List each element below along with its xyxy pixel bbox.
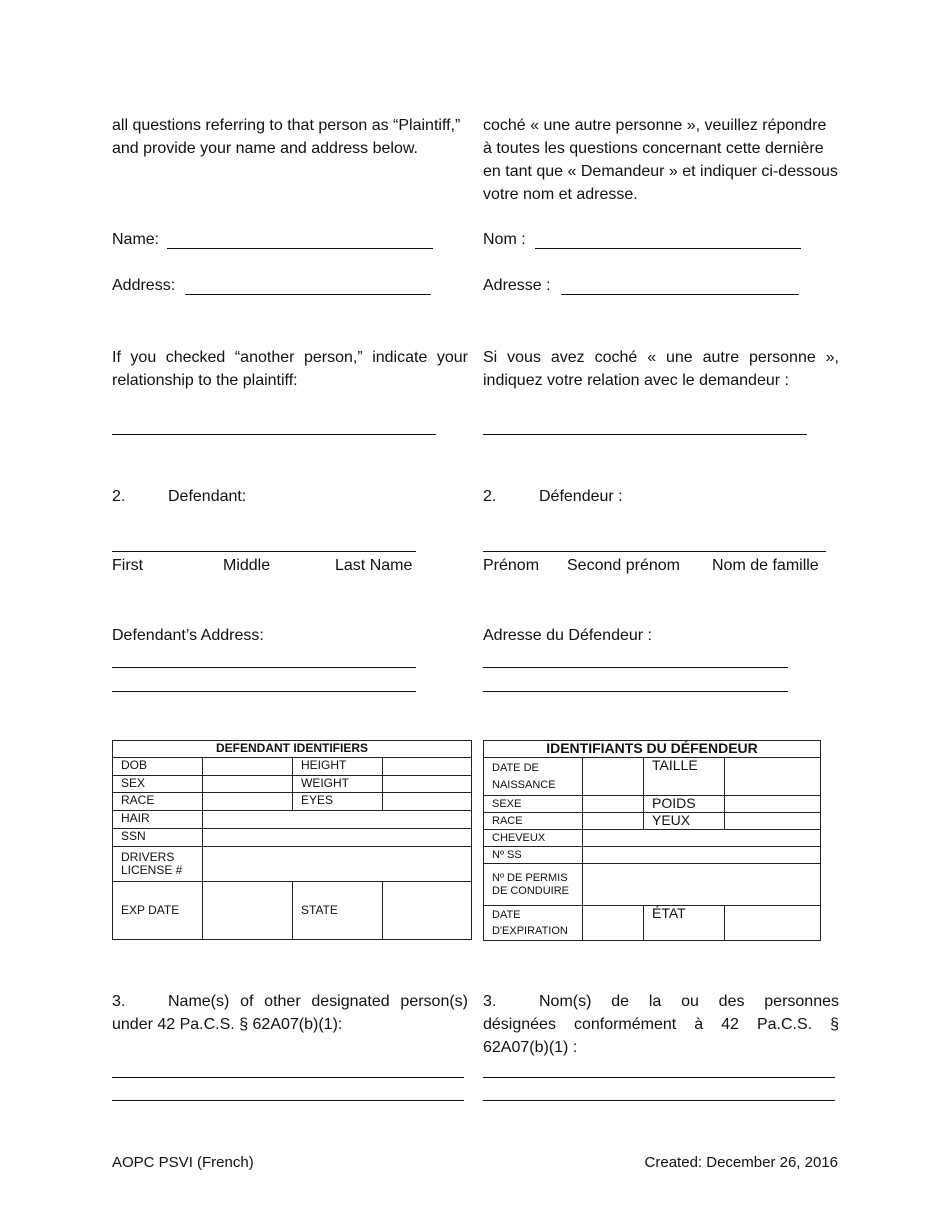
sex-label-fr: SEXE bbox=[484, 796, 583, 813]
eyes-label-en: EYES bbox=[293, 793, 383, 811]
license-cell-fr[interactable] bbox=[583, 864, 821, 906]
section2-number-en: 2. bbox=[112, 488, 126, 505]
other-persons-line2-fr[interactable] bbox=[483, 1100, 835, 1101]
relationship-text-en: If you checked “another person,” indicate your relationship to the plaintiff: bbox=[112, 349, 468, 389]
defendant-identifiers-table-fr bbox=[483, 740, 821, 941]
eyes-label-fr: YEUX bbox=[644, 813, 725, 830]
eyes-cell-fr[interactable] bbox=[725, 813, 821, 830]
defendant-address-label-fr: Adresse du Défendeur : bbox=[483, 627, 652, 644]
section3-body-fr: Nom(s) de la ou des personnes désignées conformément à 42 Pa.C.S. § 62A07(b)(1) : bbox=[483, 993, 839, 1056]
race-label-en: RACE bbox=[113, 793, 203, 811]
relationship-field-en[interactable] bbox=[112, 434, 436, 435]
ssn-label-en: SSN bbox=[113, 829, 203, 847]
dob-label-en: DOB bbox=[113, 758, 203, 776]
weight-cell-en[interactable] bbox=[383, 776, 472, 793]
hair-cell-fr[interactable] bbox=[583, 830, 821, 847]
defendant-heading-en: Defendant: bbox=[168, 488, 247, 505]
height-label-fr: TAILLE bbox=[644, 758, 725, 796]
first-name-label-fr: Prénom bbox=[483, 557, 540, 574]
identifiers-title-en: DEFENDANT IDENTIFIERS bbox=[113, 741, 472, 758]
defendant-address-line2-fr[interactable] bbox=[483, 691, 788, 692]
eyes-cell-en[interactable] bbox=[383, 793, 472, 811]
state-cell-fr[interactable] bbox=[725, 906, 821, 941]
ssn-cell-fr[interactable] bbox=[583, 847, 821, 864]
race-cell-fr[interactable] bbox=[583, 813, 644, 830]
hair-label-en: HAIR bbox=[113, 811, 203, 829]
sex-cell-fr[interactable] bbox=[583, 796, 644, 813]
identifiers-title-fr: IDENTIFIANTS DU DÉFENDEUR bbox=[484, 741, 821, 758]
section3-text-en bbox=[112, 990, 468, 1036]
first-name-label-en: First bbox=[112, 557, 144, 574]
hair-cell-en[interactable] bbox=[203, 811, 472, 829]
defendant-name-field-en[interactable] bbox=[112, 551, 416, 552]
defendant-heading-fr: Défendeur : bbox=[539, 488, 623, 505]
section3-body-en: Name(s) of other designated person(s) under 42 Pa.C.S. § 62A07(b)(1): bbox=[112, 993, 468, 1033]
defendant-address-label-en: Defendant’s Address: bbox=[112, 627, 264, 644]
defendant-address-line2-en[interactable] bbox=[112, 691, 416, 692]
defendant-identifiers-table-en bbox=[112, 740, 472, 940]
section3-text-fr bbox=[483, 990, 839, 1059]
section3-number-en: 3. bbox=[112, 993, 126, 1010]
intro-text-en: all questions referring to that person as “Plaintiff,” and provide your name and address below. bbox=[112, 117, 461, 157]
state-label-fr: ÉTAT bbox=[644, 906, 725, 941]
address-field-en[interactable] bbox=[185, 294, 431, 295]
footer-created-date: Created: December 26, 2016 bbox=[644, 1154, 838, 1171]
section2-number-fr: 2. bbox=[483, 488, 497, 505]
exp-date-label-fr: DATE D'EXPIRATION bbox=[484, 906, 583, 941]
weight-label-en: WEIGHT bbox=[293, 776, 383, 793]
race-label-fr: RACE bbox=[484, 813, 583, 830]
address-label-fr: Adresse : bbox=[483, 277, 551, 294]
license-cell-en[interactable] bbox=[203, 847, 472, 882]
middle-name-label-fr: Second prénom bbox=[567, 557, 680, 574]
other-persons-line1-en[interactable] bbox=[112, 1077, 464, 1078]
middle-name-label-en: Middle bbox=[223, 557, 271, 574]
relationship-field-fr[interactable] bbox=[483, 434, 807, 435]
height-cell-fr[interactable] bbox=[725, 758, 821, 796]
hair-label-fr: CHEVEUX bbox=[484, 830, 583, 847]
height-cell-en[interactable] bbox=[383, 758, 472, 776]
footer-form-id: AOPC PSVI (French) bbox=[112, 1154, 254, 1171]
defendant-address-line1-en[interactable] bbox=[112, 667, 416, 668]
sex-label-en: SEX bbox=[113, 776, 203, 793]
name-label-fr: Nom : bbox=[483, 231, 526, 248]
state-label-en: STATE bbox=[293, 882, 383, 940]
ssn-cell-en[interactable] bbox=[203, 829, 472, 847]
defendant-address-line1-fr[interactable] bbox=[483, 667, 788, 668]
section3-number-fr: 3. bbox=[483, 993, 497, 1010]
dob-label-fr: DATE DE NAISSANCE bbox=[484, 758, 583, 796]
exp-date-cell-en[interactable] bbox=[203, 882, 293, 940]
intro-text-fr: coché « une autre personne », veuillez répondre à toutes les questions concernant cette dernière en tant que « Demandeur » et indiquer ci-dessous votre nom et adresse. bbox=[483, 117, 838, 203]
name-field-fr[interactable] bbox=[535, 248, 801, 249]
address-label-en: Address: bbox=[112, 277, 176, 294]
name-label-en: Name: bbox=[112, 231, 160, 248]
other-persons-line2-en[interactable] bbox=[112, 1100, 464, 1101]
relationship-text-fr: Si vous avez coché « une autre personne », indiquez votre relation avec le demandeur : bbox=[483, 349, 839, 389]
last-name-label-fr: Nom de famille bbox=[712, 557, 819, 574]
exp-date-label-en: EXP DATE bbox=[113, 882, 203, 940]
weight-cell-fr[interactable] bbox=[725, 796, 821, 813]
other-persons-line1-fr[interactable] bbox=[483, 1077, 835, 1078]
weight-label-fr: POIDS bbox=[644, 796, 725, 813]
ssn-label-fr: Nº SS bbox=[484, 847, 583, 864]
address-field-fr[interactable] bbox=[561, 294, 799, 295]
dob-cell-fr[interactable] bbox=[583, 758, 644, 796]
height-label-en: HEIGHT bbox=[293, 758, 383, 776]
name-field-en[interactable] bbox=[167, 248, 433, 249]
sex-cell-en[interactable] bbox=[203, 776, 293, 793]
defendant-name-field-fr[interactable] bbox=[483, 551, 826, 552]
state-cell-en[interactable] bbox=[383, 882, 472, 940]
license-label-fr: Nº DE PERMIS DE CONDUIRE bbox=[484, 864, 583, 906]
race-cell-en[interactable] bbox=[203, 793, 293, 811]
last-name-label-en: Last Name bbox=[335, 557, 413, 574]
license-label-en: DRIVERS LICENSE # bbox=[113, 847, 203, 882]
exp-date-cell-fr[interactable] bbox=[583, 906, 644, 941]
dob-cell-en[interactable] bbox=[203, 758, 293, 776]
